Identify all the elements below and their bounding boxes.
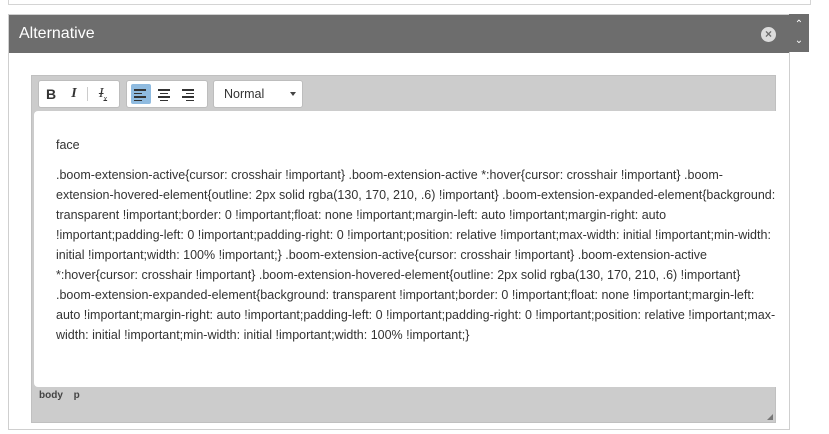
clear-format-icon[interactable]: [94, 84, 112, 104]
paragraph: .boom-extension-active{cursor: crosshair !important} .boom-extension-active *:hover{cursor: crosshair !important} .boom-extension-hovered-element{outline: 2px solid rgba(130, 170, 210, .6) !important} .boom-extension-expanded-element{background: transparent !important;border: 0 !important;float: none !important;margin-left: auto !important;margin-right: auto !important;padding-left: 0 !important;padding-right: 0 !important;position: relative !important;max-width: initial !important;min-width: initial !important;width: 100% !important;} .boom-extension-active{cursor: crosshair !important} .boom-extension-active *:hover{cursor: crosshair !important} .boom-extension-hovered-element{outline: 2px solid rgba(130, 170, 210, .6) !important} .boom-extension-expanded-element{background: transparent !important;border: 0 !important;float: none !important;margin-left: auto !important;margin-right: auto !important;padding-left: 0 !important;padding-right: 0 !important;position: relative !important;max-width: initial !important;min-width: initial !important;width: 100% !important;}: [56, 168, 776, 342]
alignment-group: [126, 80, 208, 108]
reorder-controls: [789, 14, 809, 52]
chevron-down-icon: [290, 92, 296, 96]
alternative-panel: [8, 14, 790, 430]
element-path: [39, 390, 88, 401]
rich-text-editor: [31, 75, 776, 423]
path-item-body[interactable]: body: [39, 390, 63, 401]
clear-format-letter: I: [98, 86, 104, 101]
panel-title: Alternative: [19, 25, 95, 42]
clear-format-sub: x: [103, 93, 108, 103]
chevron-up-icon[interactable]: ⌃: [794, 19, 804, 30]
editor-content[interactable]: [34, 111, 787, 387]
chevron-down-icon[interactable]: ⌄: [794, 35, 804, 46]
path-item-p[interactable]: p: [73, 390, 80, 401]
resize-handle-icon[interactable]: [767, 414, 773, 420]
previous-panel-edge: [8, 0, 811, 5]
panel-header: [9, 15, 789, 53]
italic-icon[interactable]: I: [71, 86, 77, 101]
align-right-icon[interactable]: [179, 84, 199, 104]
toolbar-separator: [87, 87, 88, 101]
paragraph: face: [56, 138, 80, 152]
format-value: Normal: [224, 87, 265, 101]
text-style-group: [38, 80, 120, 108]
align-center-icon[interactable]: [155, 84, 175, 104]
bold-icon[interactable]: B: [45, 86, 57, 102]
format-dropdown[interactable]: [213, 80, 303, 108]
align-left-icon[interactable]: [131, 84, 151, 104]
close-icon[interactable]: ×: [761, 27, 776, 42]
